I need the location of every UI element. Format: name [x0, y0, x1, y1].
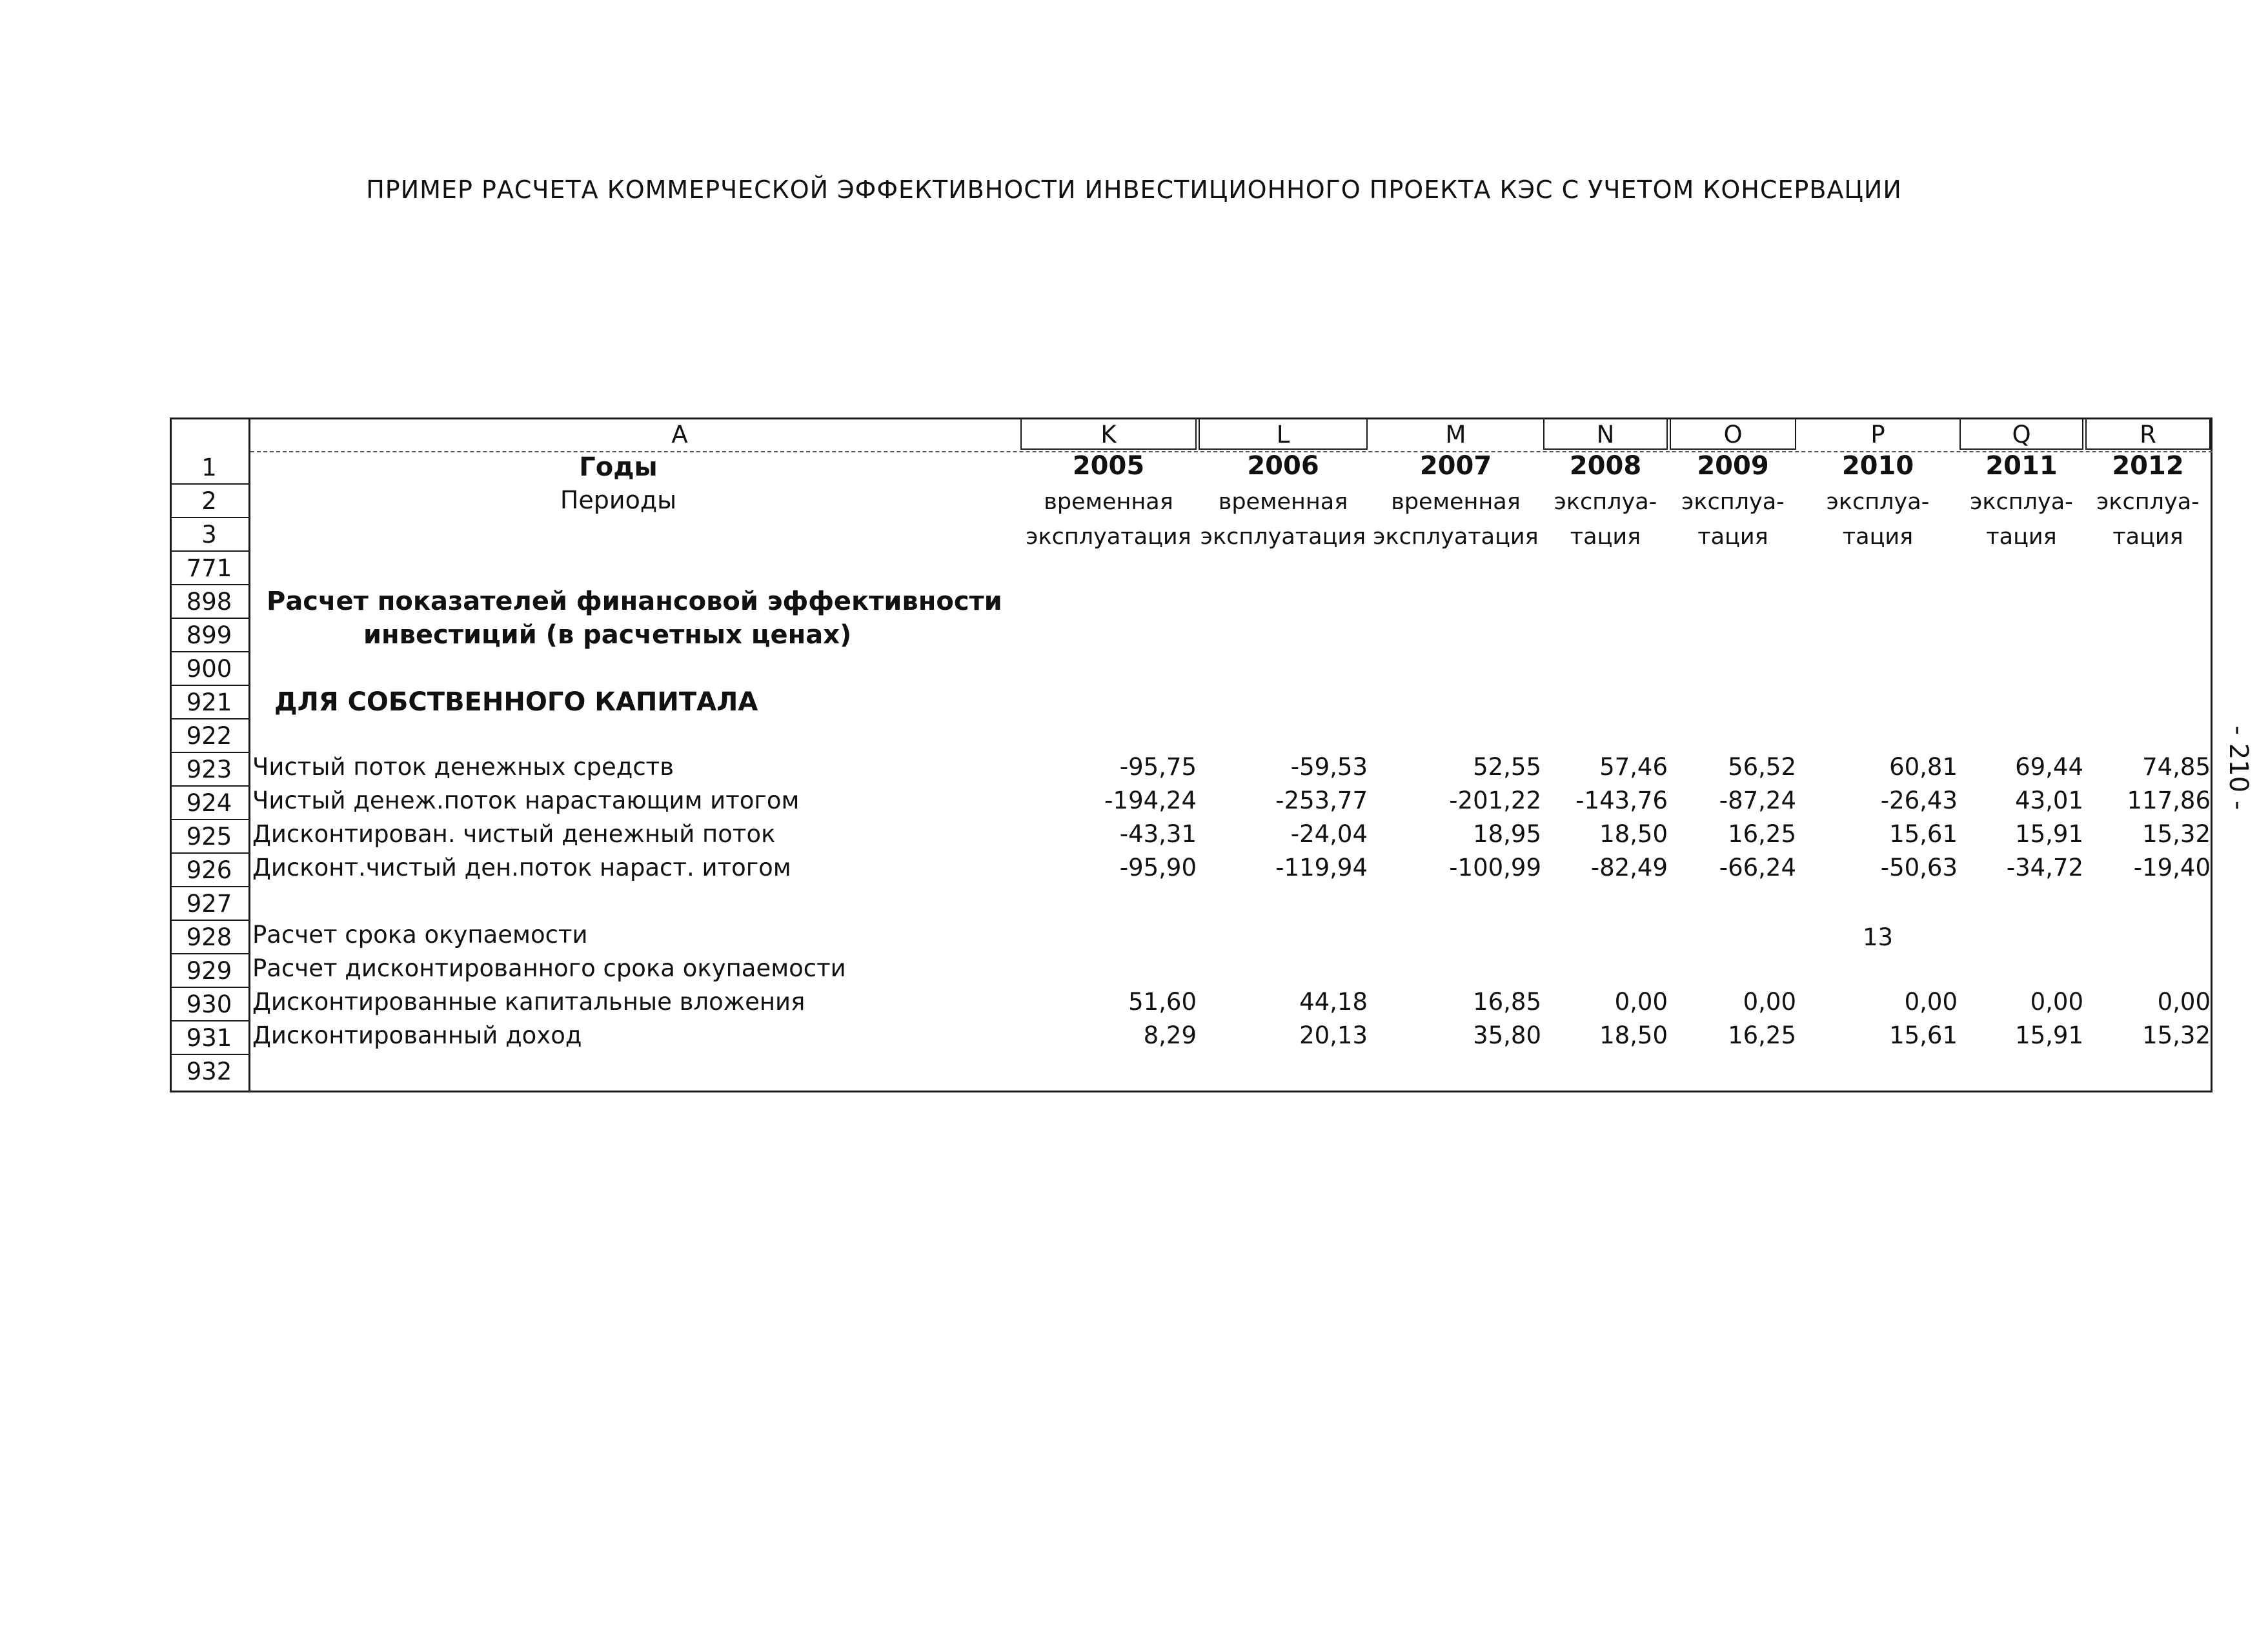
value-cell[interactable]: 16,25: [1728, 820, 1796, 848]
row-number[interactable]: 929: [170, 954, 248, 988]
value-cell[interactable]: 15,61: [1889, 820, 1958, 848]
row-number[interactable]: 898: [170, 585, 248, 619]
row-number[interactable]: 771: [170, 552, 248, 585]
value-cell[interactable]: -201,22: [1449, 787, 1541, 814]
period-cell[interactable]: временная: [1044, 489, 1173, 515]
row-number[interactable]: 930: [170, 988, 248, 1021]
value-cell[interactable]: -119,94: [1275, 854, 1368, 881]
row-number[interactable]: 2: [170, 485, 248, 518]
row-label[interactable]: Дисконтирован. чистый денежный поток: [252, 820, 776, 848]
years-label: Годы: [579, 452, 658, 482]
row-number[interactable]: 924: [170, 787, 248, 820]
year-cell[interactable]: 2005: [1072, 451, 1145, 481]
value-cell[interactable]: 15,32: [2142, 1021, 2211, 1049]
value-cell[interactable]: 18,50: [1599, 820, 1668, 848]
row-number[interactable]: 926: [170, 854, 248, 887]
row-number[interactable]: 928: [170, 921, 248, 954]
value-cell[interactable]: 20,13: [1299, 1021, 1368, 1049]
value-cell[interactable]: -87,24: [1719, 787, 1796, 814]
spreadsheet: [170, 418, 2212, 1092]
row-number[interactable]: 927: [170, 887, 248, 921]
value-cell[interactable]: -253,77: [1275, 787, 1368, 814]
value-cell[interactable]: 57,46: [1599, 753, 1668, 781]
value-cell[interactable]: -34,72: [2006, 854, 2083, 881]
row-label[interactable]: Дисконтированные капитальные вложения: [252, 988, 805, 1016]
page-number: - 210 -: [2223, 725, 2253, 810]
row-number[interactable]: 923: [170, 753, 248, 787]
document-title: ПРИМЕР РАСЧЕТА КОММЕРЧЕСКОЙ ЭФФЕКТИВНОСТИ ИНВЕСТИЦИОННОГО ПРОЕКТА КЭС С УЧЕТОМ КОНСЕРВАЦИИ: [366, 176, 1902, 204]
period-cell[interactable]: эксплуатация: [1200, 524, 1366, 550]
row-number-column: [170, 418, 250, 1092]
value-cell[interactable]: -19,40: [2133, 854, 2211, 881]
value-cell[interactable]: -194,24: [1104, 787, 1197, 814]
value-cell[interactable]: -43,31: [1119, 820, 1197, 848]
value-cell[interactable]: -143,76: [1575, 787, 1668, 814]
year-cell[interactable]: 2008: [1569, 451, 1642, 481]
value-cell[interactable]: 35,80: [1473, 1021, 1541, 1049]
period-cell[interactable]: эксплуа-: [1554, 489, 1657, 515]
row-number[interactable]: 1: [170, 451, 248, 485]
column-header-r[interactable]: R: [2085, 418, 2211, 450]
value-cell[interactable]: 0,00: [2030, 988, 2083, 1016]
row-label[interactable]: Чистый поток денежных средств: [252, 753, 674, 781]
value-cell[interactable]: -50,63: [1880, 854, 1958, 881]
column-header-o[interactable]: O: [1670, 418, 1796, 450]
value-cell[interactable]: 0,00: [1743, 988, 1796, 1016]
section-title: Расчет показателей финансовой эффективности: [267, 587, 1002, 616]
period-cell[interactable]: эксплуатация: [1373, 524, 1539, 550]
value-cell[interactable]: 15,61: [1889, 1021, 1958, 1049]
row-number[interactable]: 900: [170, 652, 248, 686]
value-cell[interactable]: 0,00: [1614, 988, 1668, 1016]
row-number[interactable]: 922: [170, 719, 248, 753]
year-cell[interactable]: 2009: [1697, 451, 1769, 481]
value-cell[interactable]: 18,50: [1599, 1021, 1668, 1049]
value-cell[interactable]: 56,52: [1728, 753, 1796, 781]
periods-label: Периоды: [560, 486, 677, 514]
value-cell[interactable]: -59,53: [1290, 753, 1368, 781]
value-cell[interactable]: 69,44: [2015, 753, 2083, 781]
value-cell[interactable]: 18,95: [1473, 820, 1541, 848]
year-cell[interactable]: 2007: [1419, 451, 1492, 481]
payback-value[interactable]: 13: [1862, 923, 1894, 951]
value-cell[interactable]: 44,18: [1299, 988, 1368, 1016]
period-cell[interactable]: эксплуатация: [1026, 524, 1191, 550]
column-header-q[interactable]: Q: [1959, 418, 2083, 450]
period-cell[interactable]: тация: [1570, 524, 1641, 550]
value-cell[interactable]: -95,75: [1119, 753, 1197, 781]
column-header-m[interactable]: M: [1445, 421, 1466, 448]
row-label[interactable]: Дисконтированный доход: [252, 1021, 582, 1049]
column-header-a[interactable]: A: [671, 421, 688, 448]
period-cell[interactable]: эксплуа-: [1970, 489, 2073, 515]
period-cell[interactable]: тация: [1842, 524, 1914, 550]
column-header-k[interactable]: K: [1020, 418, 1197, 450]
column-header-l[interactable]: L: [1199, 418, 1368, 450]
period-cell[interactable]: временная: [1391, 489, 1521, 515]
value-cell[interactable]: 60,81: [1889, 753, 1958, 781]
period-cell[interactable]: временная: [1218, 489, 1348, 515]
period-cell[interactable]: тация: [1697, 524, 1768, 550]
year-cell[interactable]: 2010: [1841, 451, 1914, 481]
period-cell[interactable]: эксплуа-: [1826, 489, 1930, 515]
year-cell[interactable]: 2011: [1985, 451, 2058, 481]
value-cell[interactable]: 8,29: [1143, 1021, 1197, 1049]
row-label[interactable]: Чистый денеж.поток нарастающим итогом: [252, 787, 800, 814]
period-cell[interactable]: тация: [2112, 524, 2183, 550]
value-cell[interactable]: 15,91: [2015, 1021, 2083, 1049]
value-cell[interactable]: 16,85: [1473, 988, 1541, 1016]
row-number[interactable]: 925: [170, 820, 248, 854]
value-cell[interactable]: 117,86: [2127, 787, 2211, 814]
value-cell[interactable]: -100,99: [1449, 854, 1541, 881]
value-cell[interactable]: 0,00: [2157, 988, 2211, 1016]
period-cell[interactable]: эксплуа-: [2096, 489, 2200, 515]
payback-label[interactable]: Расчет срока окупаемости: [252, 921, 588, 949]
value-cell[interactable]: -82,49: [1590, 854, 1668, 881]
value-cell[interactable]: 0,00: [1904, 988, 1958, 1016]
value-cell[interactable]: -24,04: [1290, 820, 1368, 848]
value-cell[interactable]: 51,60: [1128, 988, 1197, 1016]
row-number[interactable]: 899: [170, 619, 248, 652]
value-cell[interactable]: -66,24: [1719, 854, 1796, 881]
period-cell[interactable]: эксплуа-: [1681, 489, 1785, 515]
column-header-n[interactable]: N: [1543, 418, 1668, 450]
row-number[interactable]: 921: [170, 686, 248, 719]
section-title-continued: инвестиций (в расчетных ценах): [363, 620, 852, 650]
value-cell[interactable]: 43,01: [2015, 787, 2083, 814]
row-number[interactable]: 932: [186, 1058, 232, 1085]
value-cell[interactable]: -26,43: [1880, 787, 1958, 814]
value-cell[interactable]: 52,55: [1473, 753, 1541, 781]
column-header-p[interactable]: P: [1870, 421, 1885, 448]
value-cell[interactable]: 15,32: [2142, 820, 2211, 848]
discounted-payback-label[interactable]: Расчет дисконтированного срока окупаемости: [252, 954, 846, 982]
value-cell[interactable]: -95,90: [1119, 854, 1197, 881]
row-label[interactable]: Дисконт.чистый ден.поток нараст. итогом: [252, 854, 791, 881]
value-cell[interactable]: 16,25: [1728, 1021, 1796, 1049]
year-cell[interactable]: 2006: [1247, 451, 1319, 481]
subsection-title: ДЛЯ СОБСТВЕННОГО КАПИТАЛА: [274, 687, 758, 717]
row-number[interactable]: 3: [170, 518, 248, 552]
value-cell[interactable]: 15,91: [2015, 820, 2083, 848]
value-cell[interactable]: 74,85: [2142, 753, 2211, 781]
year-cell[interactable]: 2012: [2112, 451, 2184, 481]
row-number[interactable]: 931: [170, 1021, 248, 1055]
period-cell[interactable]: тация: [1986, 524, 2057, 550]
